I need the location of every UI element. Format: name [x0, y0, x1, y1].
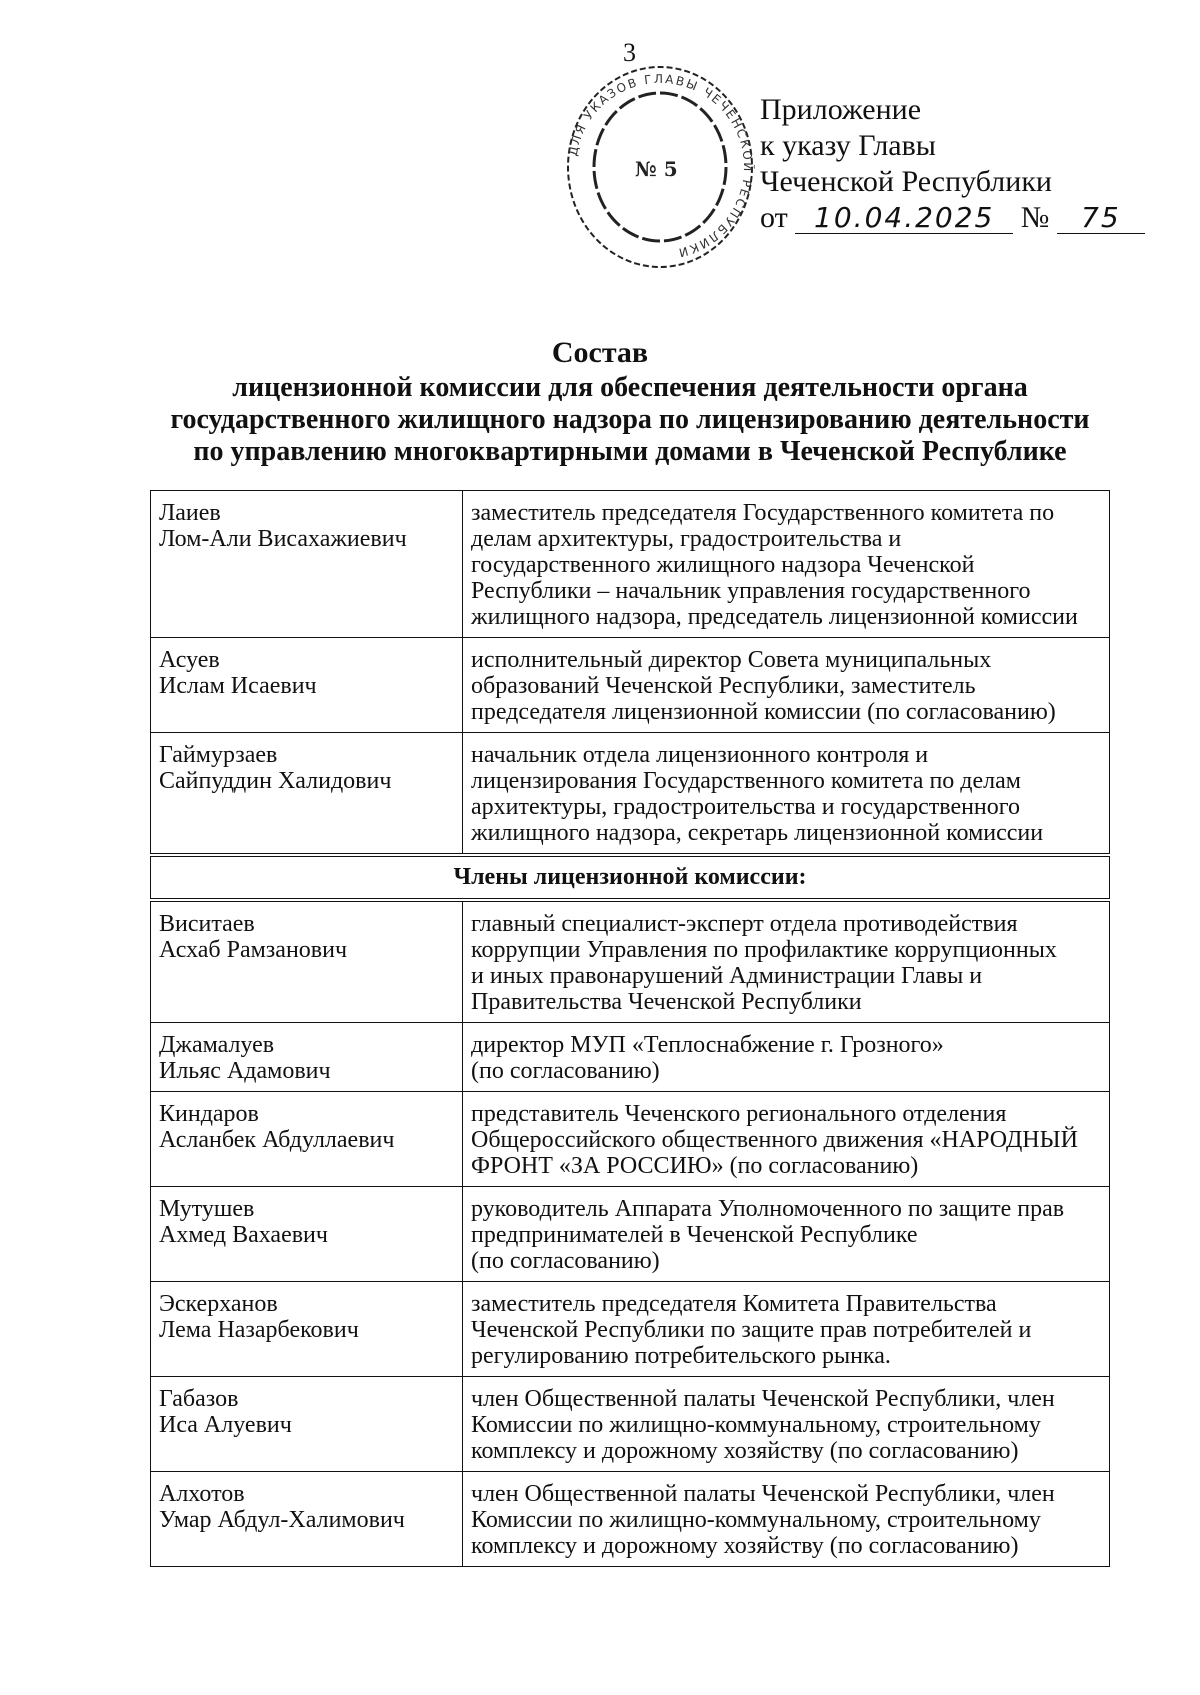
member-name-cell — [151, 1282, 463, 1377]
member-name-cell — [151, 1472, 463, 1567]
member-given-name: Асхаб Рамзанович — [159, 937, 348, 963]
member-given-name: Ильяс Адамович — [159, 1058, 331, 1084]
role-line: член Общественной палаты Чеченской Республики, член — [471, 1481, 1055, 1507]
member-surname: Виситаев — [159, 911, 255, 937]
member-surname: Джамалуев — [159, 1032, 275, 1058]
table-row — [151, 1282, 1110, 1377]
role-line: руководитель Аппарата Уполномоченного по защите прав — [471, 1196, 1065, 1222]
role-line: комплексу и дорожному хозяйству (по согласованию) — [471, 1438, 1019, 1464]
member-name-cell — [151, 1377, 463, 1472]
member-role-cell — [463, 491, 1110, 638]
member-role-cell — [463, 1092, 1110, 1187]
role-line: и иных правонарушений Администрации Главы и — [471, 963, 983, 989]
official-stamp — [565, 60, 755, 275]
member-surname: Эскерханов — [159, 1291, 278, 1317]
role-line: начальник отдела лицензионного контроля и — [471, 742, 929, 768]
member-surname: Мутушев — [159, 1196, 255, 1222]
handwritten-date: 10.04.2025 — [795, 203, 1013, 234]
member-surname: Киндаров — [159, 1101, 259, 1127]
member-role-cell — [463, 1472, 1110, 1567]
appendix-line-1: Приложение — [760, 93, 922, 126]
member-name-cell — [151, 1023, 463, 1092]
role-line: председателя лицензионной комиссии (по согласованию) — [471, 699, 1056, 725]
member-surname: Лаиев — [159, 500, 221, 526]
role-line: член Общественной палаты Чеченской Республики, член — [471, 1386, 1055, 1412]
role-line: коррупции Управления по профилактике коррупционных — [471, 937, 1057, 963]
stamp-ring-text: ДЛЯ УКАЗОВ ГЛАВЫ ЧЕЧЕНСКОЙ РЕСПУБЛИКИ — [565, 71, 755, 261]
member-role-cell — [463, 1023, 1110, 1092]
member-given-name: Ислам Исаевич — [159, 673, 317, 699]
member-role-cell — [463, 1282, 1110, 1377]
role-line: (по согласованию) — [471, 1058, 660, 1084]
role-line: главный специалист-эксперт отдела противодействия — [471, 911, 1018, 937]
member-role-cell — [463, 1187, 1110, 1282]
handwritten-number: 75 — [1057, 203, 1145, 234]
table-row — [151, 638, 1110, 733]
role-line: регулированию потребительского рынка. — [471, 1343, 891, 1369]
member-given-name: Иса Алуевич — [159, 1412, 292, 1438]
section-heading-row — [151, 855, 1110, 900]
member-role-cell — [463, 733, 1110, 856]
role-line: лицензирования Государственного комитета по делам — [471, 768, 1021, 794]
member-surname: Алхотов — [159, 1481, 245, 1507]
member-given-name: Ахмед Вахаевич — [159, 1222, 328, 1248]
member-given-name: Лема Назарбекович — [159, 1317, 359, 1343]
appendix-block — [760, 92, 1145, 236]
role-line: архитектуры, градостроительства и государственного — [471, 794, 1021, 820]
role-line: Общероссийского общественного движения «НАРОДНЫЙ — [471, 1127, 1078, 1153]
role-line: жилищного надзора, председатель лицензионной комиссии — [471, 604, 1078, 630]
role-line: предпринимателей в Чеченской Республике — [471, 1222, 918, 1248]
member-name-cell — [151, 638, 463, 733]
date-prefix: от — [760, 201, 788, 234]
member-name-cell — [151, 1187, 463, 1282]
document-title: Состав — [551, 336, 649, 369]
table-row — [151, 733, 1110, 856]
stamp-number: № 5 — [635, 157, 678, 181]
table-row — [151, 1187, 1110, 1282]
member-name-cell — [151, 1092, 463, 1187]
member-name-cell — [151, 733, 463, 856]
table-row — [151, 1377, 1110, 1472]
role-line: заместитель председателя Государственного комитета по — [471, 500, 1055, 526]
member-given-name: Умар Абдул-Халимович — [159, 1507, 405, 1533]
subtitle-line: лицензионной комиссии для обеспечения деятельности органа — [232, 372, 1028, 403]
members-heading: Члены лицензионной комиссии: — [151, 855, 1110, 900]
member-surname: Габазов — [159, 1386, 239, 1412]
member-name-cell — [151, 900, 463, 1023]
member-role-cell — [463, 900, 1110, 1023]
member-given-name: Сайпуддин Халидович — [159, 768, 392, 794]
member-name-cell — [151, 491, 463, 638]
role-line: (по согласованию) — [471, 1248, 660, 1274]
role-line: образований Чеченской Республики, заместитель — [471, 673, 976, 699]
role-line: комплексу и дорожному хозяйству (по согласованию) — [471, 1533, 1019, 1559]
role-line: Комиссии по жилищно-коммунальному, строительному — [471, 1507, 1041, 1533]
subtitle-line: государственного жилищного надзора по лицензированию деятельности — [170, 404, 1090, 435]
document-subtitle — [150, 372, 1110, 468]
role-line: ФРОНТ «ЗА РОССИЮ» (по согласованию) — [471, 1153, 919, 1179]
role-line: государственного жилищного надзора Чеченской — [471, 552, 975, 578]
role-line: директор МУП «Теплоснабжение г. Грозного» — [471, 1032, 944, 1058]
role-line: исполнительный директор Совета муниципальных — [471, 647, 992, 673]
table-row — [151, 900, 1110, 1023]
role-line: Правительства Чеченской Республики — [471, 989, 862, 1015]
role-line: заместитель председателя Комитета Правительства — [471, 1291, 997, 1317]
member-given-name: Асланбек Абдуллаевич — [159, 1127, 395, 1153]
member-surname: Гаймурзаев — [159, 742, 278, 768]
appendix-line-2: к указу Главы — [760, 129, 936, 162]
table-row — [151, 491, 1110, 638]
role-line: жилищного надзора, секретарь лицензионной комиссии — [471, 820, 1044, 846]
role-line: Чеченской Республики по защите прав потребителей и — [471, 1317, 1032, 1343]
subtitle-line: по управлению многоквартирными домами в Чеченской Республике — [193, 436, 1067, 467]
role-line: представитель Чеченского регионального отделения — [471, 1101, 1007, 1127]
member-given-name: Лом-Али Висахажиевич — [159, 526, 407, 552]
page-number: 3 — [623, 38, 636, 67]
table-row — [151, 1472, 1110, 1567]
table-row — [151, 1092, 1110, 1187]
number-label: № — [1020, 201, 1050, 234]
member-surname: Асуев — [159, 647, 220, 673]
appendix-line-3: Чеченской Республики — [760, 165, 1052, 198]
member-role-cell — [463, 638, 1110, 733]
role-line: делам архитектуры, градостроительства и — [471, 526, 902, 552]
member-role-cell — [463, 1377, 1110, 1472]
commission-table — [150, 490, 1110, 1567]
appendix-date-line — [760, 200, 1145, 236]
table-row — [151, 1023, 1110, 1092]
role-line: Республики – начальник управления государственного — [471, 578, 1031, 604]
role-line: Комиссии по жилищно-коммунальному, строительному — [471, 1412, 1041, 1438]
